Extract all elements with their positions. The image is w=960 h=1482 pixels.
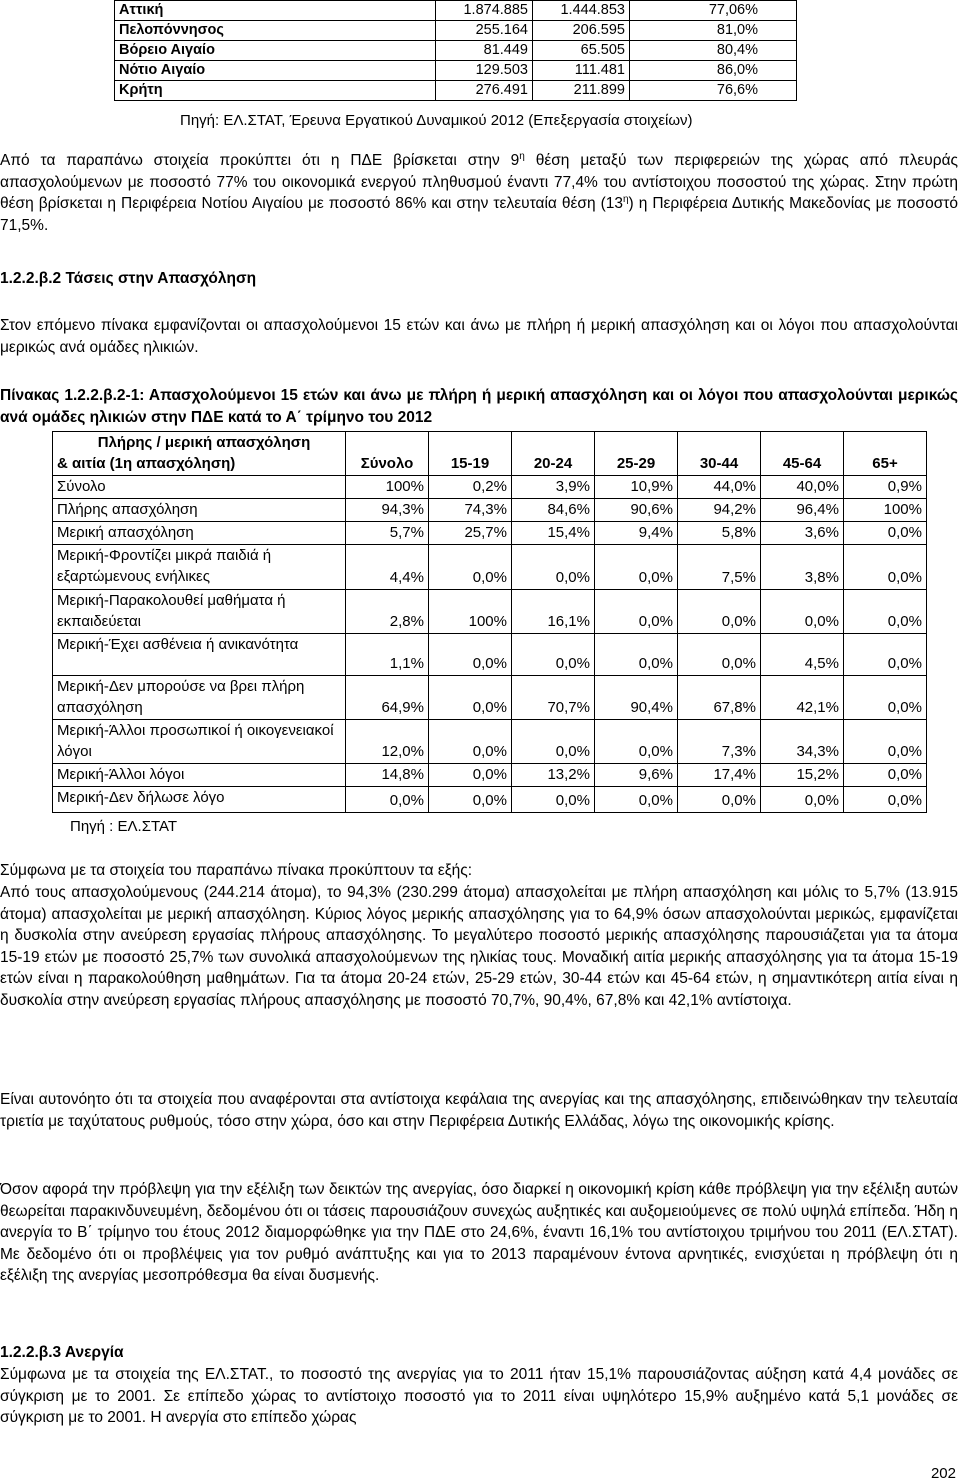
analysis-text-2: θέση μεταξύ των περιφερειών της χώρας από πλευράς απασχολούμενων με ποσοστό 77% του οικονομικά ενεργού πληθυσμού έναντι 77,4% του αντίστοιχου ποσοστού της χώρας. Στην πρώτη θέση βρίσκεται η Περιφέρεια Νοτίου Αιγαίου με ποσοστό 86% και στην τελευταία θέση (13 bbox=[0, 152, 958, 212]
column-header: 25-29 bbox=[595, 432, 678, 476]
value-cell: 10,9% bbox=[595, 476, 678, 499]
value-cell: 16,1% bbox=[512, 590, 595, 634]
region-value-b: 211.899 bbox=[533, 81, 630, 101]
region-row bbox=[115, 61, 797, 81]
ordinal-superscript: η bbox=[622, 194, 629, 205]
header-line-2: & αιτία (1η απασχόληση) bbox=[57, 455, 236, 472]
region-value-b: 65.505 bbox=[533, 41, 630, 61]
value-cell: 0,0% bbox=[595, 590, 678, 634]
region-value-b: 111.481 bbox=[533, 61, 630, 81]
value-cell: 0,0% bbox=[429, 634, 512, 676]
table-row bbox=[53, 720, 927, 764]
region-percentage: 80,4% bbox=[630, 41, 797, 61]
value-cell: 15,4% bbox=[512, 522, 595, 545]
value-cell: 0,0% bbox=[595, 720, 678, 764]
value-cell: 0,0% bbox=[678, 634, 761, 676]
value-cell: 0,0% bbox=[844, 676, 927, 720]
column-header: 20-24 bbox=[512, 432, 595, 476]
value-cell: 0,0% bbox=[761, 590, 844, 634]
value-cell: 44,0% bbox=[678, 476, 761, 499]
region-row bbox=[115, 21, 797, 41]
value-cell: 17,4% bbox=[678, 764, 761, 787]
table-row bbox=[53, 590, 927, 634]
value-cell: 0,2% bbox=[429, 476, 512, 499]
region-value-a: 81.449 bbox=[436, 41, 533, 61]
row-label: Μερική-Έχει ασθένεια ή ανικανότητα bbox=[53, 634, 346, 676]
value-cell: 0,9% bbox=[844, 476, 927, 499]
column-header: 30-44 bbox=[678, 432, 761, 476]
region-percentage: 81,0% bbox=[630, 21, 797, 41]
header-line-1: Πλήρης / μερική απασχόληση bbox=[97, 434, 311, 451]
value-cell: 3,8% bbox=[761, 545, 844, 590]
value-cell: 0,0% bbox=[429, 787, 512, 813]
value-cell: 100% bbox=[429, 590, 512, 634]
value-cell: 0,0% bbox=[512, 720, 595, 764]
value-cell: 94,3% bbox=[346, 499, 429, 522]
analysis-text-1: Από τα παραπάνω στοιχεία προκύπτει ότι η ΠΔΕ βρίσκεται στην 9 bbox=[0, 152, 520, 169]
table-row bbox=[53, 476, 927, 499]
value-cell: 40,0% bbox=[761, 476, 844, 499]
table-intro-paragraph: Στον επόμενο πίνακα εμφανίζονται οι απασχολούμενοι 15 ετών και άνω με πλήρη ή μερική απασχόληση και οι λόγοι που απασχολούνται μερικώς ανά ομάδες ηλικιών. bbox=[0, 317, 958, 356]
crisis-paragraph: Είναι αυτονόητο ότι τα στοιχεία που αναφέρονται στα αντίστοιχα κεφάλαια της ανεργίας και της απασχόλησης, επιδεινώθηκαν την τελευταία τριετία με ταχύτατους ρυθμούς, τόσο στην χώρα, όσο και στην Περιφέρεια Δυτικής Ελλάδας, λόγω της οικονομικής κρίσης. bbox=[0, 1091, 958, 1130]
ordinal-superscript: η bbox=[519, 151, 525, 162]
region-value-a: 276.491 bbox=[436, 81, 533, 101]
table-header-row bbox=[53, 432, 927, 476]
value-cell: 90,4% bbox=[595, 676, 678, 720]
value-cell: 74,3% bbox=[429, 499, 512, 522]
value-cell: 64,9% bbox=[346, 676, 429, 720]
value-cell: 0,0% bbox=[595, 787, 678, 813]
value-cell: 15,2% bbox=[761, 764, 844, 787]
region-value-b: 1.444.853 bbox=[533, 1, 630, 21]
value-cell: 0,0% bbox=[429, 545, 512, 590]
region-employment-table bbox=[114, 0, 797, 101]
row-label: Μερική-Φροντίζει μικρά παιδιά ή εξαρτώμενους ενήλικες bbox=[53, 545, 346, 590]
region-value-a: 129.503 bbox=[436, 61, 533, 81]
row-label: Μερική-Δεν μπορούσε να βρει πλήρη απασχόληση bbox=[53, 676, 346, 720]
value-cell: 70,7% bbox=[512, 676, 595, 720]
value-cell: 90,6% bbox=[595, 499, 678, 522]
value-cell: 0,0% bbox=[512, 634, 595, 676]
value-cell: 2,8% bbox=[346, 590, 429, 634]
value-cell: 3,9% bbox=[512, 476, 595, 499]
region-percentage: 86,0% bbox=[630, 61, 797, 81]
row-label: Πλήρης απασχόληση bbox=[53, 499, 346, 522]
value-cell: 34,3% bbox=[761, 720, 844, 764]
value-cell: 7,5% bbox=[678, 545, 761, 590]
region-table-source: Πηγή: ΕΛ.ΣΤΑΤ, Έρευνα Εργατικού Δυναμικού 2012 (Επεξεργασία στοιχείων) bbox=[180, 112, 693, 129]
value-cell: 12,0% bbox=[346, 720, 429, 764]
region-percentage: 77,06% bbox=[630, 1, 797, 21]
summary-paragraph: Από τους απασχολούμενους (244.214 άτομα), το 94,3% (230.299 άτομα) απασχολείται με πλήρη απασχόληση και μόλις το 5,7% (13.915 άτομα) απασχολείται με μερική απασχόληση. Κύριος λόγος μερικής απασχόλησης για το 64,9% όσων απασχολούνται μερικώς, εμφανίζεται η δυσκολία στην ανεύρεση εργασίας πλήρους απασχόλησης. Το μεγαλύτερο ποσοστό μερικής απασχόλησης παρουσιάζεται για τα άτομα 15-19 ετών με ποσοστό 25,7% των συνολικά απασχολούμενων της ηλικίας τους. Μοναδική αιτία μερικής απασχόλησης για τα άτομα 15-19 ετών είναι η παρακολούθηση μαθημάτων. Για τα άτομα 20-24 ετών, 25-29 ετών, 30-44 ετών και 45-64 ετών, η σημαντικότερη αιτία είναι η δυσκολία στην ανεύρεση εργασίας πλήρους απασχόλησης με ποσοστό 70,7%, 90,4%, 67,8% και 42,1% αντίστοιχα. bbox=[0, 884, 958, 1009]
region-name: Κρήτη bbox=[115, 81, 436, 101]
table-row bbox=[53, 522, 927, 545]
value-cell: 0,0% bbox=[844, 545, 927, 590]
region-row bbox=[115, 41, 797, 61]
row-label: Μερική απασχόληση bbox=[53, 522, 346, 545]
analysis-text-3: ) η Περιφέρεια Δυτικής Μακεδονίας με ποσοστό 71,5%. bbox=[0, 195, 959, 234]
section-heading-unemployment: 1.2.2.β.3 Ανεργία bbox=[0, 1344, 124, 1361]
region-name: Αττική bbox=[115, 1, 436, 21]
column-header: Σύνολο bbox=[346, 432, 429, 476]
value-cell: 0,0% bbox=[844, 522, 927, 545]
value-cell: 9,6% bbox=[595, 764, 678, 787]
employment-table-source: Πηγή : ΕΛ.ΣΤΑΤ bbox=[70, 818, 178, 835]
value-cell: 0,0% bbox=[429, 720, 512, 764]
value-cell: 0,0% bbox=[595, 545, 678, 590]
section-heading-employment-trends: 1.2.2.β.2 Τάσεις στην Απασχόληση bbox=[0, 270, 257, 287]
value-cell: 0,0% bbox=[844, 720, 927, 764]
value-cell: 25,7% bbox=[429, 522, 512, 545]
unemployment-paragraph: Σύμφωνα με τα στοιχεία της ΕΛ.ΣΤΑΤ., το ποσοστό της ανεργίας για το 2011 ήταν 15,1% παρουσιάζοντας αύξηση κατά 4,4 μονάδες σε σύγκριση με το 2001. Σε επίπεδο χώρας το αντίστοιχο ποσοστό για το 2011 είναι υψηλότερο 15,9% αυξημένο κατά 5,1 μονάδες σε σύγκριση με το 2001. Η ανεργία στο επίπεδο χώρας bbox=[0, 1366, 958, 1426]
region-percentage: 76,6% bbox=[630, 81, 797, 101]
row-label: Σύνολο bbox=[53, 476, 346, 499]
region-name: Πελοπόννησος bbox=[115, 21, 436, 41]
value-cell: 0,0% bbox=[512, 787, 595, 813]
column-header: 65+ bbox=[844, 432, 927, 476]
value-cell: 1,1% bbox=[346, 634, 429, 676]
value-cell: 100% bbox=[346, 476, 429, 499]
value-cell: 0,0% bbox=[844, 590, 927, 634]
table-caption: Πίνακας 1.2.2.β.2-1: Απασχολούμενοι 15 ετών και άνω με πλήρη ή μερική απασχόληση και οι λόγοι που απασχολούνται μερικώς ανά ομάδες ηλικιών στην ΠΔΕ κατά το Α΄ τρίμηνο του 2012 bbox=[0, 387, 958, 426]
value-cell: 5,8% bbox=[678, 522, 761, 545]
value-cell: 0,0% bbox=[678, 787, 761, 813]
value-cell: 3,6% bbox=[761, 522, 844, 545]
table-row bbox=[53, 764, 927, 787]
column-header: 45-64 bbox=[761, 432, 844, 476]
value-cell: 94,2% bbox=[678, 499, 761, 522]
header-cell-category bbox=[53, 432, 346, 476]
region-name: Νότιο Αιγαίο bbox=[115, 61, 436, 81]
region-row bbox=[115, 1, 797, 21]
row-label: Μερική-Άλλοι προσωπικοί ή οικογενειακοί λόγοι bbox=[53, 720, 346, 764]
value-cell: 67,8% bbox=[678, 676, 761, 720]
value-cell: 0,0% bbox=[512, 545, 595, 590]
region-name: Βόρειο Αιγαίο bbox=[115, 41, 436, 61]
summary-intro: Σύμφωνα με τα στοιχεία του παραπάνω πίνακα προκύπτουν τα εξής: bbox=[0, 862, 473, 879]
value-cell: 100% bbox=[844, 499, 927, 522]
value-cell: 5,7% bbox=[346, 522, 429, 545]
table-row bbox=[53, 787, 927, 813]
region-value-a: 255.164 bbox=[436, 21, 533, 41]
analysis-paragraph bbox=[0, 150, 958, 236]
value-cell: 4,5% bbox=[761, 634, 844, 676]
region-value-a: 1.874.885 bbox=[436, 1, 533, 21]
value-cell: 0,0% bbox=[844, 764, 927, 787]
value-cell: 13,2% bbox=[512, 764, 595, 787]
value-cell: 9,4% bbox=[595, 522, 678, 545]
region-value-b: 206.595 bbox=[533, 21, 630, 41]
table-row bbox=[53, 499, 927, 522]
value-cell: 0,0% bbox=[429, 676, 512, 720]
value-cell: 0,0% bbox=[595, 634, 678, 676]
table-row bbox=[53, 676, 927, 720]
value-cell: 96,4% bbox=[761, 499, 844, 522]
table-row bbox=[53, 634, 927, 676]
value-cell: 0,0% bbox=[761, 787, 844, 813]
value-cell: 42,1% bbox=[761, 676, 844, 720]
value-cell: 84,6% bbox=[512, 499, 595, 522]
value-cell: 4,4% bbox=[346, 545, 429, 590]
value-cell: 14,8% bbox=[346, 764, 429, 787]
value-cell: 0,0% bbox=[678, 590, 761, 634]
page-number: 202 bbox=[930, 1465, 956, 1482]
column-header: 15-19 bbox=[429, 432, 512, 476]
forecast-paragraph: Όσον αφορά την πρόβλεψη για την εξέλιξη των δεικτών της ανεργίας, όσο διαρκεί η οικονομική κρίση κάθε πρόβλεψη για την εξέλιξη αυτών θεωρείται παρακινδυνευμένη, δεδομένου ότι οι τάσεις παρουσιάζουν συνεχώς αυξητικές και αυξομειούμενες σε πολύ υψηλά επίπεδα. Ήδη η ανεργία το Β΄ τρίμηνο του έτους 2012 διαμορφώθηκε για την ΠΔΕ στο 24,6%, έναντι 16,1% του αντίστοιχου τριμήνου του 2011 (ΕΛ.ΣΤΑΤ). Με δεδομένο ότι οι προβλέψεις για τον ρυθμό ανάπτυξης και για το 2013 παραμένουν έντονα αρνητικές, ενισχύεται η πρόβλεψη ότι η εξέλιξη της ανεργίας μεσοπρόθεσμα θα είναι δυσμενής. bbox=[0, 1181, 958, 1284]
value-cell: 7,3% bbox=[678, 720, 761, 764]
value-cell: 0,0% bbox=[844, 787, 927, 813]
value-cell: 0,0% bbox=[346, 787, 429, 813]
value-cell: 0,0% bbox=[429, 764, 512, 787]
employment-by-age-table bbox=[52, 431, 927, 813]
row-label: Μερική-Δεν δήλωσε λόγο bbox=[53, 787, 346, 813]
row-label: Μερική-Άλλοι λόγοι bbox=[53, 764, 346, 787]
table-row bbox=[53, 545, 927, 590]
region-row bbox=[115, 81, 797, 101]
row-label: Μερική-Παρακολουθεί μαθήματα ή εκπαιδεύεται bbox=[53, 590, 346, 634]
value-cell: 0,0% bbox=[844, 634, 927, 676]
